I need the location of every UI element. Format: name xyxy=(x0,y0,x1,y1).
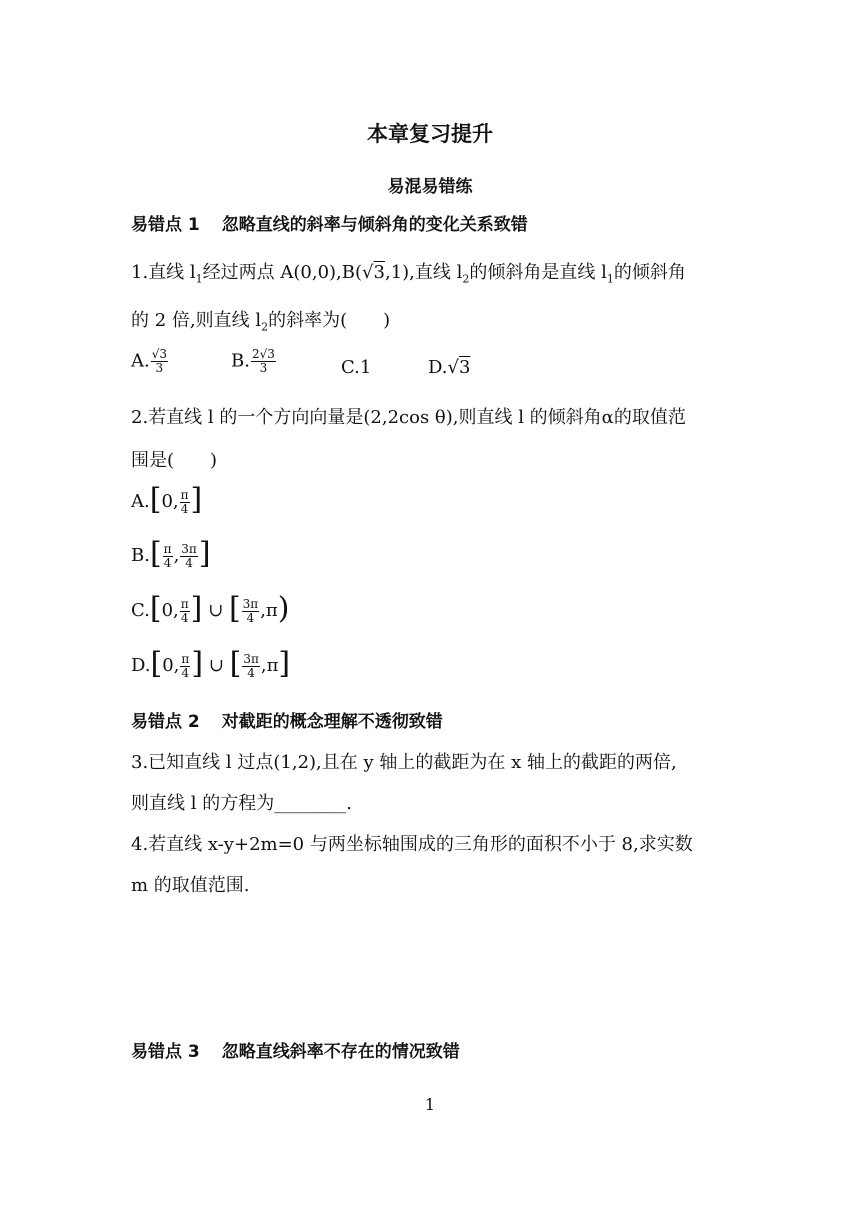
section-text: 忽略直线斜率不存在的情况致错 xyxy=(221,1042,460,1062)
interval-start: 0, xyxy=(162,655,180,676)
bracket-right: ] xyxy=(198,536,211,571)
paren-right: ) xyxy=(277,591,290,626)
option-label: A. xyxy=(131,491,150,512)
text: 的倾斜角是直线 l xyxy=(469,262,607,283)
option-label: B. xyxy=(231,350,250,372)
page-subtitle: 易混易错练 xyxy=(387,177,473,197)
q2-option-a xyxy=(131,482,203,517)
denominator: 4 xyxy=(181,665,190,680)
question-3-line-1: 3.已知直线 l 过点(1,2),且在 y 轴上的截距为在 x 轴上的截距的两倍, xyxy=(131,752,677,773)
subscript: 2 xyxy=(462,272,470,286)
section-text: 忽略直线的斜率与倾斜角的变化关系致错 xyxy=(221,215,528,235)
text: 的倾斜角 xyxy=(613,262,686,283)
fraction xyxy=(180,489,190,516)
fraction xyxy=(242,598,260,625)
bracket-right: ] xyxy=(190,591,203,626)
page-title: 本章复习提升 xyxy=(367,122,493,146)
subscript: 2 xyxy=(261,320,269,334)
section-heading-2 xyxy=(131,707,443,732)
text: ,1),直线 l xyxy=(384,262,463,283)
section-label: 易错点 3 xyxy=(131,1042,200,1062)
question-1-line-2 xyxy=(131,306,390,334)
section-label: 易错点 2 xyxy=(131,712,200,732)
question-2-line-2: 围是( ) xyxy=(131,450,218,471)
question-1-line-1 xyxy=(131,258,686,286)
denominator: 4 xyxy=(247,665,255,680)
numerator: π xyxy=(180,596,189,611)
q2-option-b: B.[ $\frac{\pi}{4}$ , $\frac{3\pi}{4}$ ] xyxy=(131,536,211,571)
fraction xyxy=(242,653,260,680)
page-number: 1 xyxy=(424,1095,436,1114)
denominator: 3 xyxy=(259,361,268,375)
denominator: 3 xyxy=(155,361,164,375)
question-4-line-2: m 的取值范围. xyxy=(131,875,250,896)
q2-option-d xyxy=(131,646,291,681)
denominator: 4 xyxy=(180,610,189,625)
bracket-right: ] xyxy=(190,482,203,517)
radicand: 3 xyxy=(459,357,471,378)
bracket-left: [ xyxy=(150,646,163,681)
bracket-right: ] xyxy=(191,646,204,681)
q1-option-a xyxy=(131,348,169,375)
section-label: 易错点 1 xyxy=(131,215,200,235)
union-symbol: ∪ xyxy=(208,655,224,676)
question-3-line-2: 则直线 l 的方程为________. xyxy=(131,793,352,814)
sqrt-symbol: √ xyxy=(362,262,374,283)
section-text: 对截距的概念理解不透彻致错 xyxy=(221,712,443,732)
text: 1.直线 l xyxy=(131,262,196,283)
subscript: 1 xyxy=(606,272,614,286)
option-label: D. xyxy=(428,357,448,378)
subscript: 1 xyxy=(195,272,203,286)
text: 的 2 倍,则直线 l xyxy=(131,310,262,331)
radicand: 3 xyxy=(373,262,385,283)
denominator: 4 xyxy=(246,610,255,625)
q1-option-b xyxy=(231,348,277,375)
fraction xyxy=(180,653,190,680)
interval-start: 0, xyxy=(161,600,179,621)
denominator: 4 xyxy=(185,555,193,570)
union-symbol: ∪ xyxy=(208,600,224,621)
interval-end: ,π xyxy=(260,600,278,621)
option-label: B. xyxy=(131,545,150,566)
bracket-left: [ xyxy=(149,536,162,571)
section-heading-1 xyxy=(131,210,528,235)
interval-start: 0, xyxy=(161,491,179,512)
denominator: 4 xyxy=(163,555,172,570)
fraction xyxy=(180,598,190,625)
section-heading-3 xyxy=(131,1037,460,1062)
numerator: 2√3 xyxy=(251,347,275,361)
fraction xyxy=(251,348,276,375)
numerator: π xyxy=(180,487,189,502)
q1-option-c: C.1 xyxy=(341,357,372,378)
numerator: √3 xyxy=(151,347,168,361)
numerator: 3π xyxy=(242,596,259,611)
denominator: 4 xyxy=(180,501,189,516)
text: 的斜率为( ) xyxy=(268,310,391,331)
numerator: 3π xyxy=(243,651,259,666)
fraction xyxy=(151,348,168,375)
numerator: 3π xyxy=(181,541,197,556)
interval-end: ,π xyxy=(260,655,279,676)
bracket-right: ] xyxy=(278,646,291,681)
q1-option-d xyxy=(428,357,470,378)
fraction xyxy=(180,543,198,570)
option-label: A. xyxy=(131,350,150,372)
option-label: D. xyxy=(131,655,151,676)
bracket-left: [ xyxy=(149,591,162,626)
bracket-left: [ xyxy=(229,646,242,681)
q2-option-c xyxy=(131,591,290,626)
bracket-left: [ xyxy=(228,591,241,626)
option-label: C. xyxy=(131,600,150,621)
question-2-line-1: 2.若直线 l 的一个方向向量是(2,2cos θ),则直线 l 的倾斜角α的取值范 xyxy=(131,407,686,428)
numerator: π xyxy=(163,541,172,556)
numerator: π xyxy=(181,651,190,666)
text: 经过两点 A(0,0),B( xyxy=(202,262,363,283)
bracket-left: [ xyxy=(149,482,162,517)
sqrt-symbol: √ xyxy=(447,357,459,378)
question-4-line-1: 4.若直线 x-y+2m=0 与两坐标轴围成的三角形的面积不小于 8,求实数 xyxy=(131,834,693,855)
fraction xyxy=(163,543,173,570)
